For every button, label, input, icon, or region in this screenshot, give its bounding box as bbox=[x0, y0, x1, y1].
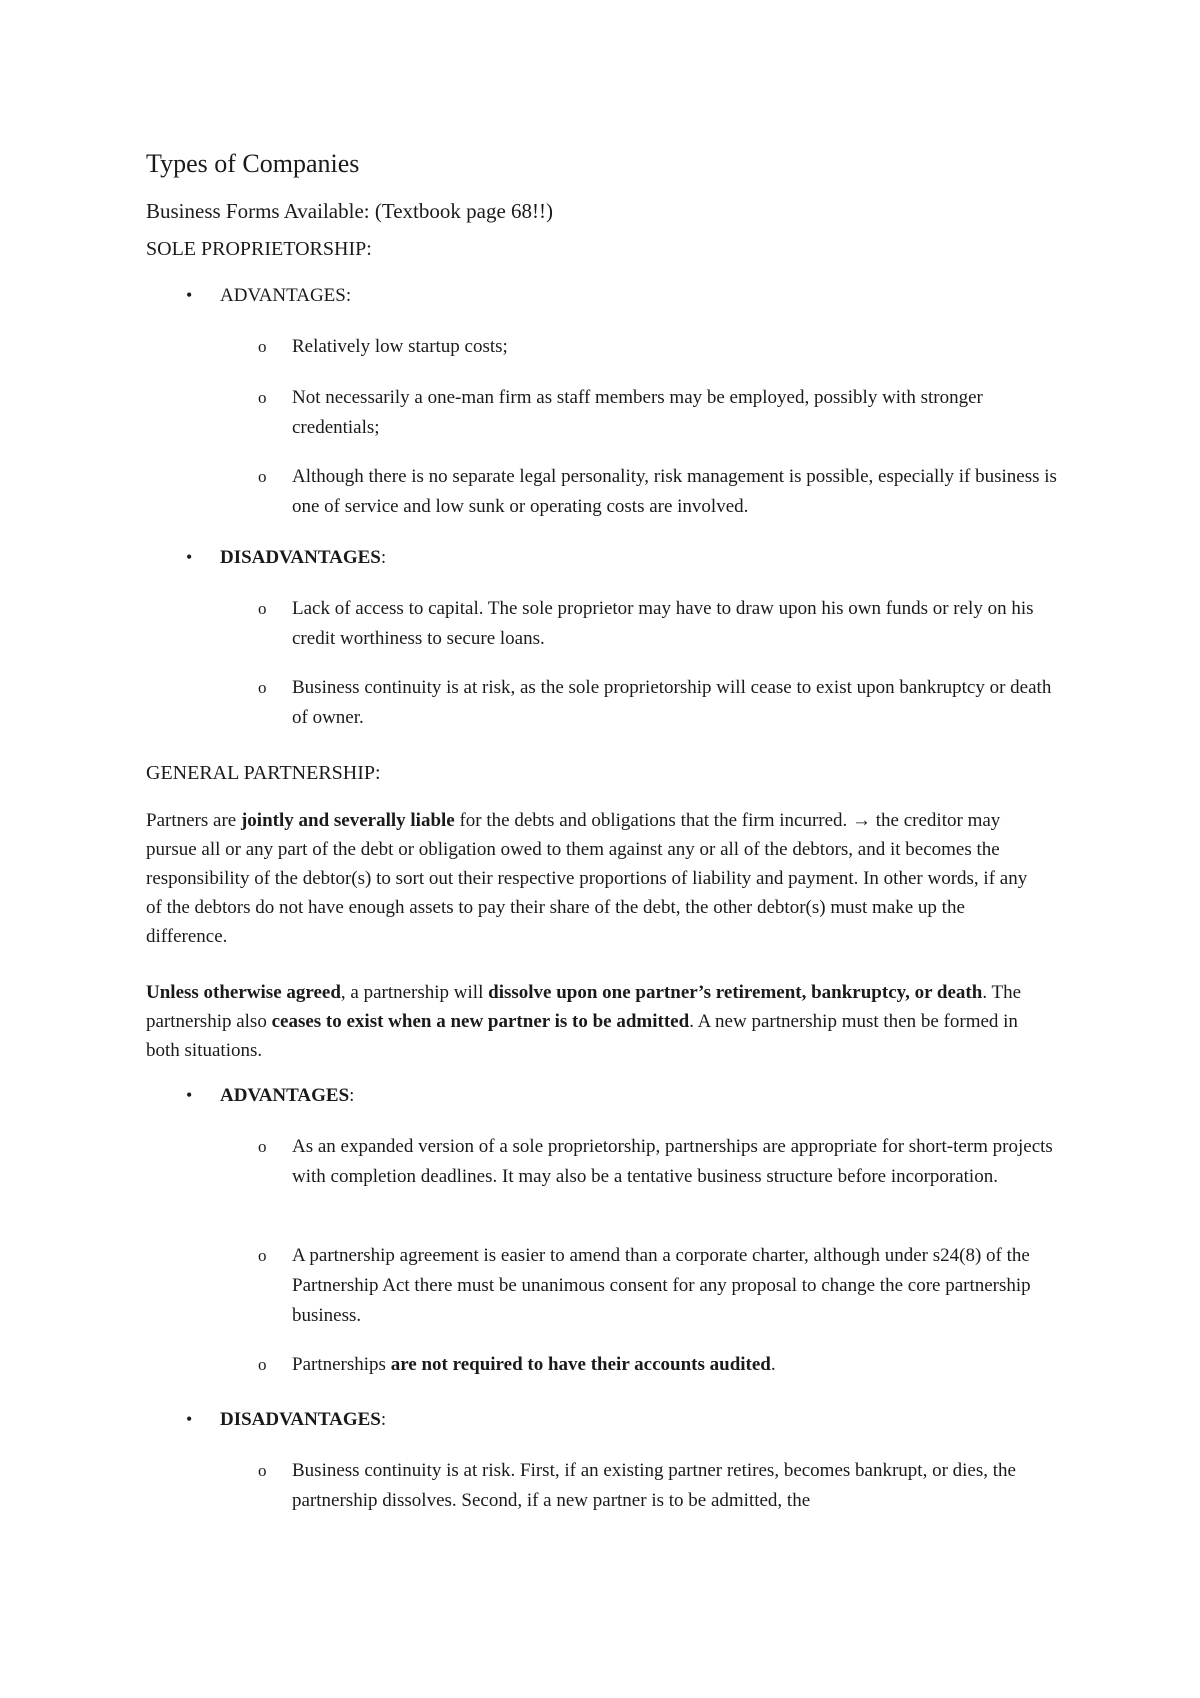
arrow-right-icon: → bbox=[852, 810, 872, 831]
list-item-text: Although there is no separate legal personality, risk management is possible, especially if business is one of service and low sunk or operating costs are involved. bbox=[292, 466, 1057, 517]
sub-bullet-icon: o bbox=[258, 599, 267, 618]
sub-bullet-icon: o bbox=[258, 388, 267, 407]
text-run: . A new partnership must then be formed in both situations. bbox=[146, 1011, 1018, 1061]
text-run: Partners are bbox=[146, 810, 241, 831]
sole-disadvantages-label bbox=[220, 545, 386, 571]
list-item-text: Relatively low startup costs; bbox=[292, 336, 508, 357]
page-subtitle: Business Forms Available: (Textbook page 68!!) bbox=[146, 199, 553, 223]
partnership-advantage-item bbox=[258, 1132, 1058, 1192]
partnership-advantage-item bbox=[258, 1241, 1058, 1331]
text-run: . bbox=[770, 1354, 776, 1375]
bullet-icon: • bbox=[186, 547, 193, 567]
partnership-disadvantages-label bbox=[220, 1407, 386, 1433]
bullet-icon: • bbox=[186, 1085, 193, 1105]
list-item-text: A partnership agreement is easier to amend than a corporate charter, although under s24(8) of the Partnership Act there must be unanimous consent for any proposal to change the core partnership business. bbox=[292, 1245, 1031, 1326]
sole-disadvantage-item bbox=[258, 673, 1058, 733]
sole-advantage-item bbox=[258, 383, 1058, 443]
text-run: the creditor may pursue all or any part of the debt or obligation owed to them against any or all of the debtors, and it becomes the responsibility of the debtor(s) to sort out their respective proportions of liability and payment. In other words, if any of the debtors do not have enough assets to pay their share of the debt, the other debtor(s) must make up the difference. bbox=[146, 810, 1028, 947]
list-item-text: Lack of access to capital. The sole proprietor may have to draw upon his own funds or rely on his credit worthiness to secure loans. bbox=[292, 598, 1034, 649]
partnership-advantage-item bbox=[258, 1350, 1058, 1380]
sub-bullet-icon: o bbox=[258, 1137, 267, 1156]
advantages-label-text: ADVANTAGES bbox=[220, 1085, 350, 1106]
bold-run: are not required to have their accounts audited bbox=[390, 1354, 771, 1375]
disadvantages-label-text: DISADVANTAGES bbox=[220, 1409, 381, 1430]
page-title: Types of Companies bbox=[146, 149, 360, 178]
sole-proprietorship-heading: SOLE PROPRIETORSHIP: bbox=[146, 238, 372, 260]
sub-bullet-icon: o bbox=[258, 1246, 267, 1265]
liability-paragraph bbox=[146, 806, 1046, 951]
bold-run: dissolve upon one partner’s retirement, bankruptcy, or death bbox=[488, 982, 983, 1003]
list-item-text bbox=[292, 1350, 1062, 1380]
general-partnership-heading: GENERAL PARTNERSHIP: bbox=[146, 762, 381, 784]
text-run: . The partnership also bbox=[146, 982, 1022, 1032]
sub-bullet-icon: o bbox=[258, 678, 267, 697]
sub-bullet-icon: o bbox=[258, 1355, 267, 1374]
sole-advantage-item bbox=[258, 332, 1058, 362]
dissolution-paragraph bbox=[146, 978, 1046, 1065]
sub-bullet-icon: o bbox=[258, 337, 267, 356]
partnership-advantages-label bbox=[220, 1083, 354, 1109]
colon: : bbox=[349, 1085, 355, 1106]
text-run: , a partnership will bbox=[340, 982, 489, 1003]
list-item-text: Business continuity is at risk. First, if an existing partner retires, becomes bankrupt, or dies, the partnership dissolves. Second, if a new partner is to be admitted, the bbox=[292, 1460, 1016, 1511]
list-item-text: Not necessarily a one-man firm as staff members may be employed, possibly with stronger credentials; bbox=[292, 387, 983, 438]
sub-bullet-icon: o bbox=[258, 467, 267, 486]
list-item-text: As an expanded version of a sole proprietorship, partnerships are appropriate for short-term projects with completion deadlines. It may also be a tentative business structure before incorporation. bbox=[292, 1136, 1053, 1187]
sole-advantage-item bbox=[258, 462, 1058, 522]
text-run: for the debts and obligations that the firm incurred. bbox=[454, 810, 853, 831]
disadvantages-label-text: DISADVANTAGES bbox=[220, 547, 381, 568]
text-run: Partnerships bbox=[292, 1354, 391, 1375]
colon: : bbox=[380, 1409, 387, 1430]
sole-disadvantage-item bbox=[258, 594, 1058, 654]
list-item-text: Business continuity is at risk, as the sole proprietorship will cease to exist upon bankruptcy or death of owner. bbox=[292, 677, 1052, 728]
bold-run: ceases to exist when a new partner is to be admitted bbox=[271, 1011, 690, 1032]
colon: : bbox=[380, 547, 387, 568]
bullet-icon: • bbox=[186, 1409, 193, 1429]
bold-run: jointly and severally liable bbox=[240, 810, 455, 831]
sub-bullet-icon: o bbox=[258, 1461, 267, 1480]
bold-run: Unless otherwise agreed bbox=[146, 982, 341, 1003]
sole-advantages-label: ADVANTAGES: bbox=[220, 285, 352, 306]
partnership-disadvantage-item bbox=[258, 1456, 1058, 1516]
bullet-icon: • bbox=[186, 285, 193, 305]
